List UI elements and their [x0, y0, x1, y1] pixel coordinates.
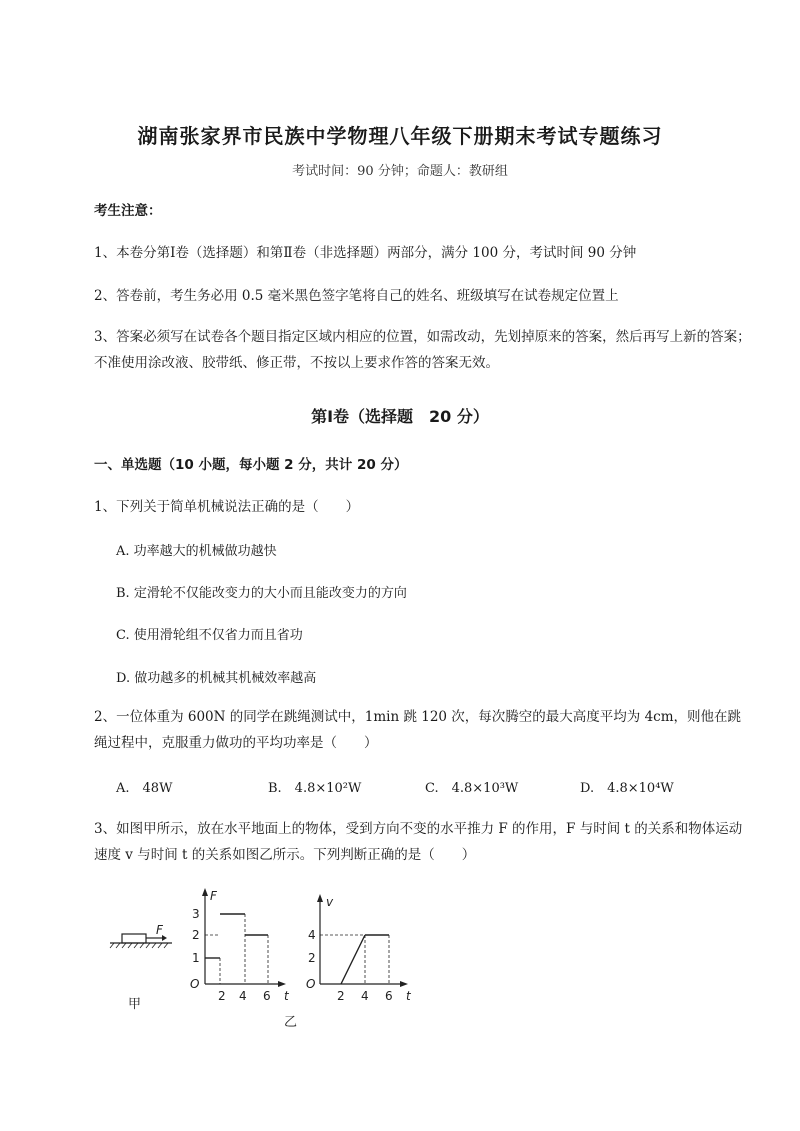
option-c: C. 使用滑轮组不仅省力而且省功 [116, 628, 303, 643]
v-axis-label: v [326, 895, 334, 909]
f-axis-label: F [210, 889, 217, 903]
figure-label-yi: 乙 [284, 1015, 298, 1030]
figure-jia [110, 923, 172, 1012]
tick-label: 4 [361, 989, 369, 1003]
option-b: B. 4.8×10²W [268, 781, 362, 796]
tick-label: 6 [263, 989, 271, 1003]
notice-item: 1、本卷分第Ⅰ卷（选择题）和第Ⅱ卷（非选择题）两部分，满分 100 分，考试时间 90 分钟 [94, 245, 637, 261]
section-title: 第Ⅰ卷（选择题 20 分） [311, 407, 489, 426]
option-c: C. 4.8×10³W [425, 781, 519, 796]
part-heading: 一、单选题（10 小题，每小题 2 分，共计 20 分） [94, 457, 408, 473]
question-stem: 3、如图甲所示，放在水平地面上的物体，受到方向不变的水平推力 F 的作用，F 与时间 t 的关系和物体运动速度 v 与时间 t 的关系如图乙所示。下列判断正确的是（ ） [94, 821, 743, 863]
t-axis-label: t [284, 989, 289, 1003]
tick-label: 4 [239, 989, 247, 1003]
option-d: D. 做功越多的机械其机械效率越高 [116, 671, 317, 686]
origin-label: O [306, 977, 316, 991]
tick-label: 2 [308, 951, 316, 965]
notice-item: 3、答案必须写在试卷各个题目指定区域内相应的位置，如需改动，先划掉原来的答案，然后再写上新的答案；不准使用涂改液、胶带纸、修正带，不按以上要求作答的答案无效。 [94, 329, 751, 371]
tick-label: 2 [192, 928, 200, 942]
question-stem: 2、一位体重为 600N 的同学在跳绳测试中，1min 跳 120 次，每次腾空的最大高度平均为 4cm，则他在跳绳过程中，克服重力做功的平均功率是（ ） [94, 709, 742, 751]
tick-label: 2 [337, 989, 345, 1003]
option-a: A. 功率越大的机械做功越快 [116, 544, 277, 559]
f-t-graph [190, 888, 297, 1030]
origin-label: O [190, 977, 200, 991]
tick-label: 4 [308, 928, 316, 942]
tick-label: 2 [218, 989, 226, 1003]
tick-label: 3 [192, 907, 200, 921]
tick-label: 6 [385, 989, 393, 1003]
option-b: B. 定滑轮不仅能改变力的大小而且能改变力的方向 [116, 586, 407, 601]
question-stem: 1、下列关于简单机械说法正确的是（ ） [94, 499, 360, 515]
figure-q3 [110, 888, 430, 1032]
force-label: F [156, 923, 163, 937]
notice-item: 2、答卷前，考生务必用 0.5 毫米黑色签字笔将自己的姓名、班级填写在试卷规定位置上 [94, 288, 619, 304]
exam-info: 考试时间：90 分钟；命题人：教研组 [292, 164, 508, 179]
t-axis-label: t [406, 989, 411, 1003]
tick-label: 1 [192, 951, 200, 965]
page-title: 湖南张家界市民族中学物理八年级下册期末考试专题练习 [137, 124, 663, 148]
v-t-graph [306, 894, 412, 1003]
option-a: A. 48W [116, 781, 173, 796]
option-d: D. 4.8×10⁴W [580, 781, 674, 796]
figure-label-jia: 甲 [128, 997, 142, 1012]
notice-heading: 考生注意： [94, 203, 162, 219]
